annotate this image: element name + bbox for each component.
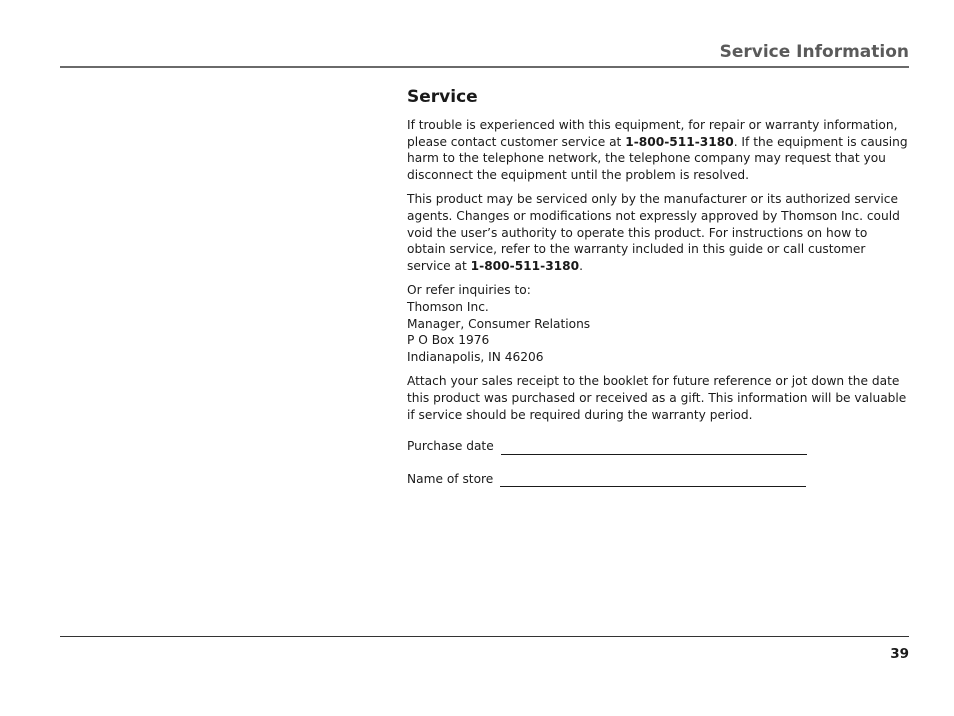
phone-number: 1-800-511-3180 (470, 258, 580, 273)
paragraph-text: . If the equipment is causing harm to the telephone network, the telephone company may request that you disconnect the equipment until the problem is resolved. (407, 134, 908, 182)
address-line: Indianapolis, IN 46206 (407, 349, 544, 364)
address-intro: Or refer inquiries to: (407, 283, 531, 298)
purchase-date-row (407, 438, 909, 455)
paragraph-authorized-service (407, 191, 909, 274)
service-section (407, 86, 909, 487)
section-title: Service (407, 87, 478, 107)
store-name-label: Name of store (407, 471, 494, 486)
purchase-date-label: Purchase date (407, 439, 494, 454)
paragraph-contact (407, 117, 909, 183)
page-number: 39 (890, 646, 909, 662)
paragraph-text: This product may be serviced only by the manufacturer or its authorized service agents. Changes or modifications not expressly approved by Thomson Inc. could void the user’s authority to operate this product. For instructions on how to obtain service, refer to the warranty included in this guide or call customer service at (407, 192, 900, 273)
paragraph-text: If trouble is experienced with this equipment, for repair or warranty information, please contact customer service at (407, 118, 898, 149)
page-header-title: Service Information (719, 42, 909, 62)
address-line: Manager, Consumer Relations (407, 316, 591, 331)
paragraph-receipt: Attach your sales receipt to the booklet for future reference or jot down the date this product was purchased or received as a gift. This information will be valuable if service should be required during the warranty period. (407, 374, 907, 422)
purchase-date-blank (501, 442, 807, 455)
address-line: P O Box 1976 (407, 333, 490, 348)
store-name-blank (500, 474, 806, 487)
header-rule (60, 66, 909, 68)
paragraph-text: . (579, 258, 583, 273)
address-line: Thomson Inc. (407, 299, 489, 314)
address-block (407, 282, 909, 365)
phone-number: 1-800-511-3180 (625, 134, 734, 149)
store-name-row (407, 471, 909, 488)
footer-rule (60, 636, 909, 637)
